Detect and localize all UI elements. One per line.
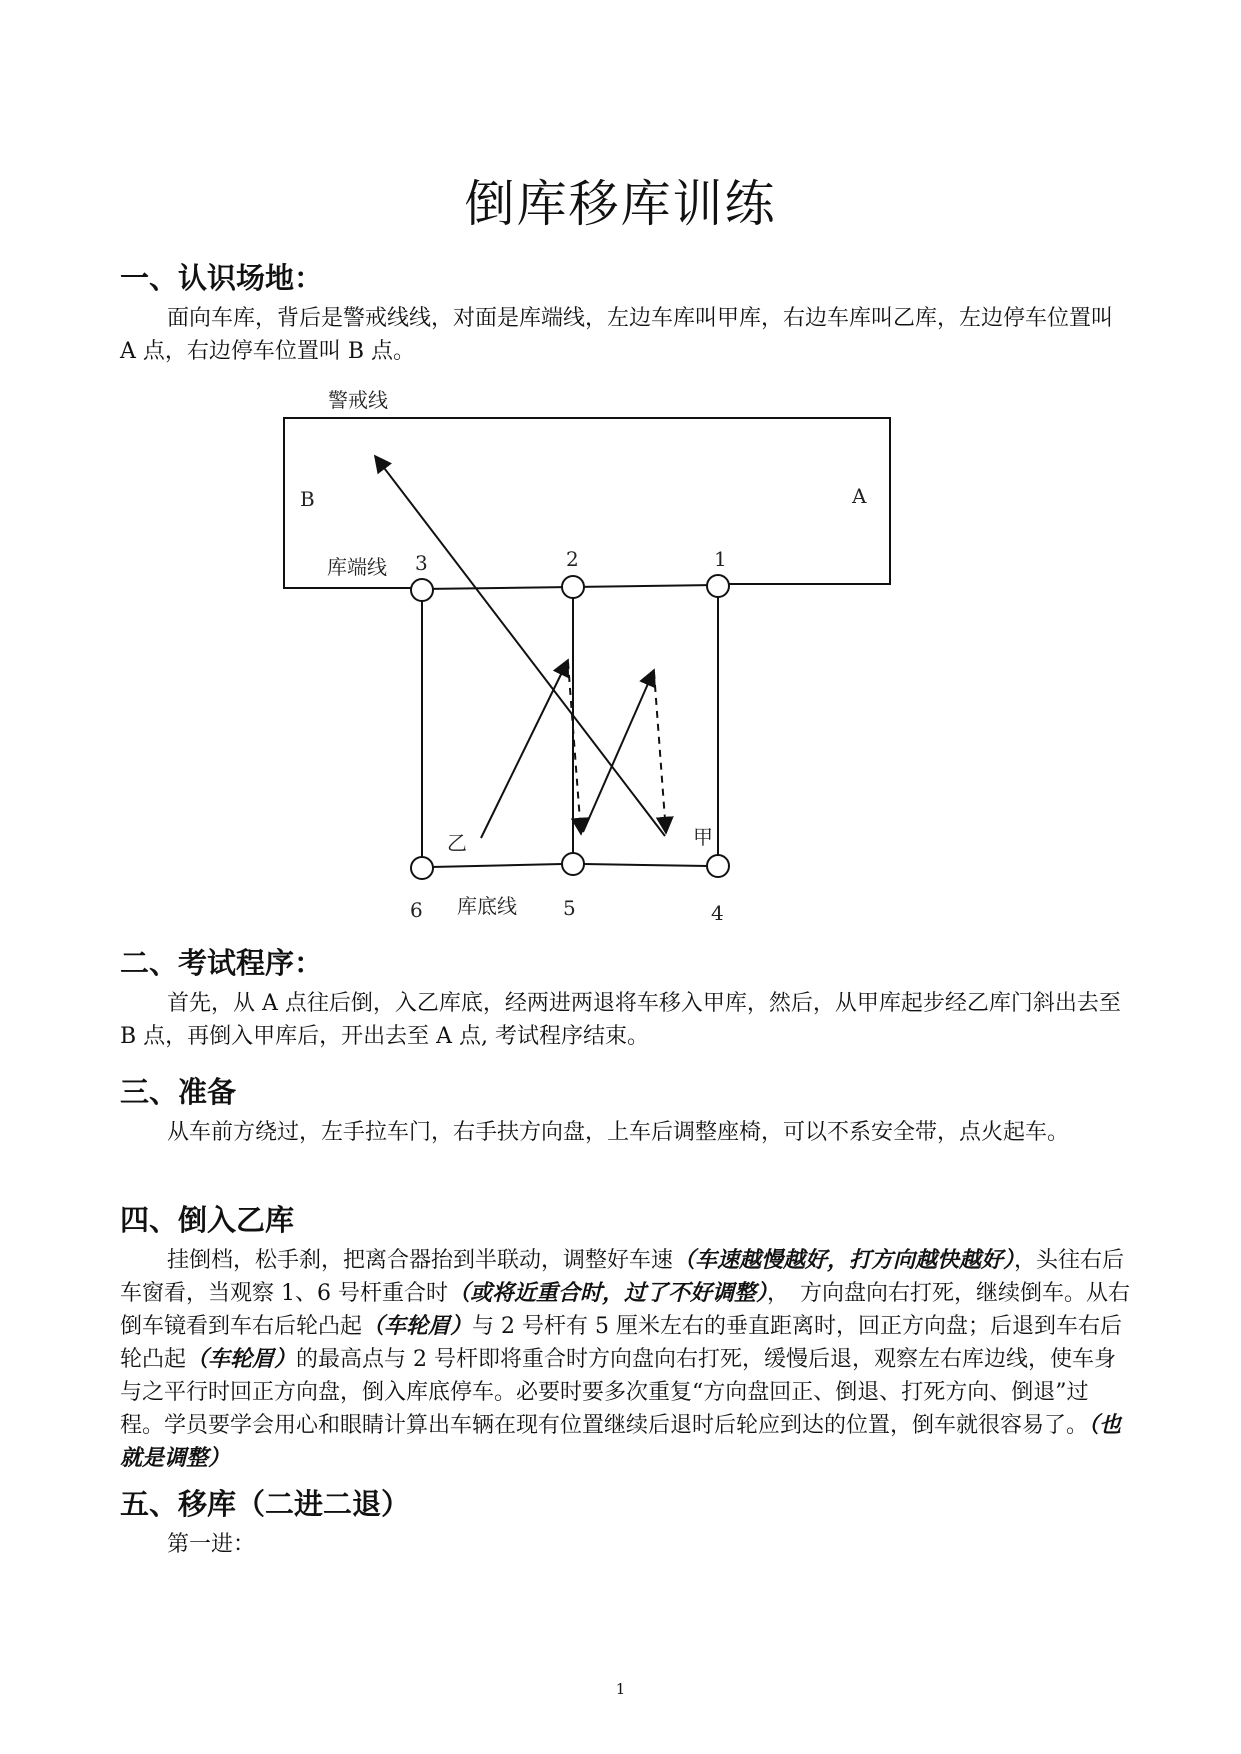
bottom-line: [431, 864, 562, 867]
pole-2-label: 2: [566, 547, 579, 571]
page-title: 倒库移库训练: [464, 175, 777, 233]
section-paragraph: 第一进：: [167, 1532, 256, 1557]
label-jia: 甲: [693, 825, 713, 849]
pole-6-circle: [411, 857, 433, 879]
page-number: 1: [615, 1680, 626, 1698]
pole-5-circle: [562, 853, 584, 875]
emphasis: （车轮眉）: [186, 1346, 297, 1372]
route-arrow-dashed-2: [654, 672, 666, 833]
pole-1-label: 1: [714, 547, 727, 571]
pole-1-circle: [707, 575, 729, 597]
section-paragraph: 首先，从 A 点往后倒，入乙库底，经两进两退将车移入甲库，然后，从甲库起步经乙库门斜出去至 B 点，再倒入甲库后，开出去至 A 点, 考试程序结束。: [120, 991, 1121, 1049]
emphasis: （或将近重合时，过了不好调整）: [447, 1280, 767, 1306]
section-prepare: [120, 1072, 1130, 1149]
pole-6-label: 6: [410, 898, 423, 922]
pole-3-circle: [411, 579, 433, 601]
section-exam: [120, 943, 1130, 1053]
emphasis: （也就是调整）: [120, 1412, 1122, 1471]
route-arrow-up-1: [481, 660, 568, 838]
pole-4-circle: [707, 855, 729, 877]
label-end-line: 库端线: [327, 555, 387, 579]
section-heading: 三、准备: [120, 1075, 237, 1109]
pole-4-label: 4: [711, 901, 724, 925]
label-warning-line: 警戒线: [328, 388, 388, 412]
pole-2-circle: [562, 576, 584, 598]
emphasis: （车速越慢越好，打方向越快越好）: [673, 1247, 1015, 1273]
pole-3-label: 3: [415, 551, 428, 575]
section-reverse-in: [120, 1200, 1130, 1475]
route-arrow-dashed-1: [568, 662, 581, 834]
section-move: [120, 1484, 1130, 1561]
section-heading: 一、认识场地：: [120, 261, 324, 295]
label-bottom-line: 库底线: [457, 894, 517, 918]
emphasis: （车轮眉）: [362, 1313, 473, 1339]
section-paragraph: 从车前方绕过，左手拉车门，右手扶方向盘，上车后调整座椅，可以不系安全带，点火起车。: [167, 1120, 1070, 1145]
route-arrow-long: [375, 456, 665, 836]
section-paragraph: 挂倒档，松手刹，把离合器抬到半联动，调整好车速（车速越慢越好，打方向越快越好），头往右后车窗看，当观察 1、6 号杆重合时（或将近重合时，过了不好调整）， 方向盘向右打死，继续倒车。从右倒车镜看到车右后轮凸起（车轮眉）与 2 号杆有 5 厘米左右的垂直距离时，回正方向盘；后退到车右后轮凸起（车轮眉）的最高点与 2 号杆即将重合时方向盘向右打死，缓慢后退，观察左右库边线，使车身与之平行时回正方向盘，倒入库底停车。必要时要多次重复“方向盘回正、倒退、打死方向、倒退”过程。学员要学会用心和眼睛计算出车辆在现有位置继续后退时后轮应到达的位置，倒车就很容易了。（也就是调整）: [120, 1247, 1131, 1471]
label-a: A: [852, 484, 867, 508]
section-heading: 五、移库（二进二退）: [120, 1487, 411, 1521]
label-yi: 乙: [447, 831, 467, 855]
label-b: B: [300, 487, 315, 511]
section-heading: 四、倒入乙库: [120, 1203, 295, 1237]
section-heading: 二、考试程序：: [120, 946, 324, 980]
section-paragraph: 面向车库，背后是警戒线线，对面是库端线，左边车库叫甲库，右边车库叫乙库，左边停车位置叫 A 点，右边停车位置叫 B 点。: [120, 306, 1114, 364]
pole-5-label: 5: [563, 896, 576, 920]
